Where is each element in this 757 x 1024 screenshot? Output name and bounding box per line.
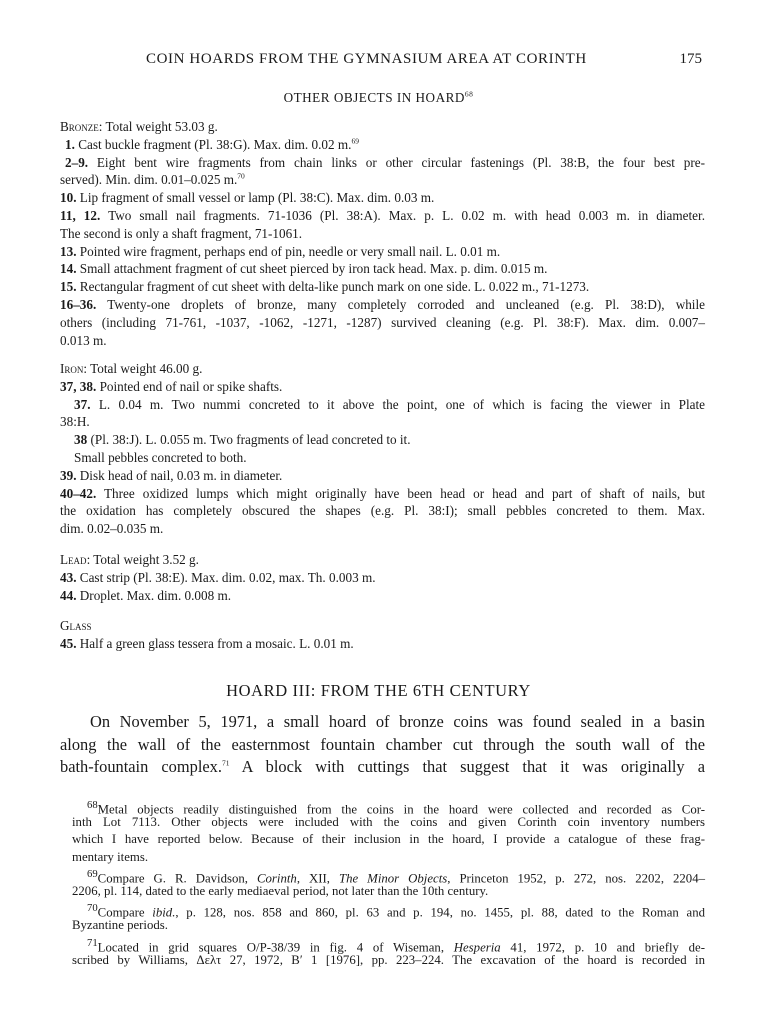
catalogue-item-continued: others (including 71-761, -1037, -1062, -1271, -1287) survived cleaning (e.g. Pl. 38:F). Max. dim. 0.007– [60,314,705,330]
footnote-number: 71 [87,937,98,949]
catalogue-item-continued: Small pebbles concreted to both. [74,449,247,465]
lead-summary: Lead: Total weight 3.52 g. [60,552,199,567]
body-line: along the wall of the easternmost fountain chamber cut through the south wall of the [60,734,705,754]
catalogue-item: 1. Cast buckle fragment (Pl. 38:G). Max. dim. 0.02 m.$^{69}$ [65,136,359,152]
footnote-71: $^{71}$Located in grid squares O/P-38/39 in fig. 4 of Wiseman, Hesperia 41, 1972, p. 10 and briefly de- scribed by Williams, Δελτ 27, 1972, B′ 1 [1976], pp. 223–224. The excavation of the hoard is recorded in [72,937,705,967]
catalogue-item: 40–42. Three oxidized lumps which might originally have been head or head and part of shaft of nails, but [60,485,705,501]
running-header [62,51,702,71]
footnote-number: 68 [87,800,98,811]
catalogue-item: 13. Pointed wire fragment, perhaps end of pin, needle or very small nail. L. 0.01 m. [60,243,501,259]
catalogue-item: 16–36. Twenty-one droplets of bronze, many completely corroded and uncleaned (e.g. Pl. 38:D), while [60,296,705,312]
catalogue-item: 15. Rectangular fragment of cut sheet with delta-like punch mark on one side. L. 0.022 m., 71-1273. [60,279,590,295]
section-heading-text: OTHER OBJECTS IN HOARD [283,90,465,105]
footnote-ref-71: 71 [221,758,230,768]
catalogue-item: 38 (Pl. 38:J). L. 0.055 m. Two fragments of lead concreted to it. [74,432,411,448]
catalogue-item: 14. Small attachment fragment of cut sheet pierced by iron tack head. Max. p. dim. 0.015 m. [60,261,548,277]
footnote-number: 69 [87,868,98,880]
catalogue-item-continued: dim. 0.02–0.035 m. [60,521,164,537]
body-line: On November 5, 1971, a small hoard of bronze coins was found sealed in a basin [90,712,705,731]
running-title: COIN HOARDS FROM THE GYMNASIUM AREA AT CORINTH [146,51,587,67]
catalogue-item: 10. Lip fragment of small vessel or lamp (Pl. 38:C). Max. dim. 0.03 m. [60,190,435,206]
glass-label: Glass [60,618,92,633]
catalogue-item: 37. L. 0.04 m. Two nummi concreted to it above the point, one of which is facing the viewer in Plate [74,396,705,412]
catalogue-item: 39. Disk head of nail, 0.03 m. in diameter. [60,467,283,483]
catalogue-item: 44. Droplet. Max. dim. 0.008 m. [60,587,232,603]
bronze-label: Bronze [60,119,99,134]
catalogue-item-continued: the oxidation has completely obscured the shapes (e.g. Pl. 38:I); small pebbles concreted to them. Max. [60,503,705,519]
footnote-number: 70 [87,903,98,915]
catalogue-item-continued: The second is only a shaft fragment, 71-1061. [60,225,303,241]
lead-catalogue [60,551,705,604]
footnote-ref-68: 68 [464,89,474,99]
catalogue-item-continued: served). Min. dim. 0.01–0.025 m.$^{70}$ [60,172,245,188]
catalogue-item: 45. Half a green glass tessera from a mosaic. L. 0.01 m. [60,635,354,651]
iron-summary: Iron: Total weight 46.00 g. [60,361,203,376]
catalogue-item-continued: 38:H. [60,414,90,430]
footnotes [60,797,705,969]
catalogue-item: 11, 12. Two small nail fragments. 71-1036 (Pl. 38:A). Max. p. L. 0.02 m. with head 0.003 m. in diameter. [60,207,705,223]
glass-catalogue [60,617,705,653]
catalogue-item-continued: 0.013 m. [60,332,107,348]
body-paragraph [60,711,705,779]
footnote-69: $^{69}$Compare G. R. Davidson, Corinth, XII, The Minor Objects, Princeton 1952, p. 272, nos. 2202, 2204– 2206, pl. 114, dated to the early mediaeval period, not later than the 10th century. [72,868,706,898]
glass-summary [60,617,705,635]
section-heading [0,90,757,106]
catalogue-item: 2–9. Eight bent wire fragments from chain links or other circular fastenings (Pl. 38:B, the four best pre- [65,154,705,170]
catalogue-item: 43. Cast strip (Pl. 38:E). Max. dim. 0.02, max. Th. 0.003 m. [60,569,376,585]
iron-catalogue [60,360,705,538]
catalogue-item: 37, 38. Pointed end of nail or spike shafts. [60,378,283,394]
iron-label: Iron [60,361,84,376]
lead-label: Lead [60,552,87,567]
footnote-ref-70: 70 [237,172,245,181]
bronze-summary: Bronze: Total weight 53.03 g. [60,119,218,134]
footnote-68: $^{68}$Metal objects readily distinguished from the coins in the hoard were collected and recorded as Cor- inth Lot 7113. Other objects were included with the coins and given Corinth coin inventory numbers which I have reported below. Because of their inclusion in the hoard, I provide a catalogue of these frag- mentary items. [72,800,705,864]
page-number: 175 [679,51,702,67]
footnote-70: $^{70}$Compare ibid., p. 128, nos. 858 and 860, pl. 63 and p. 194, no. 1455, pl. 88, dated to the Roman and Byzantine periods. [72,903,705,933]
hoard-heading: HOARD III: FROM THE 6TH CENTURY [226,681,531,700]
body-line: bath-fountain complex.$^{71}$ A block with cuttings that suggest that it was originally a [60,757,705,777]
bronze-catalogue [60,118,705,349]
footnote-ref-69: 69 [351,136,359,146]
